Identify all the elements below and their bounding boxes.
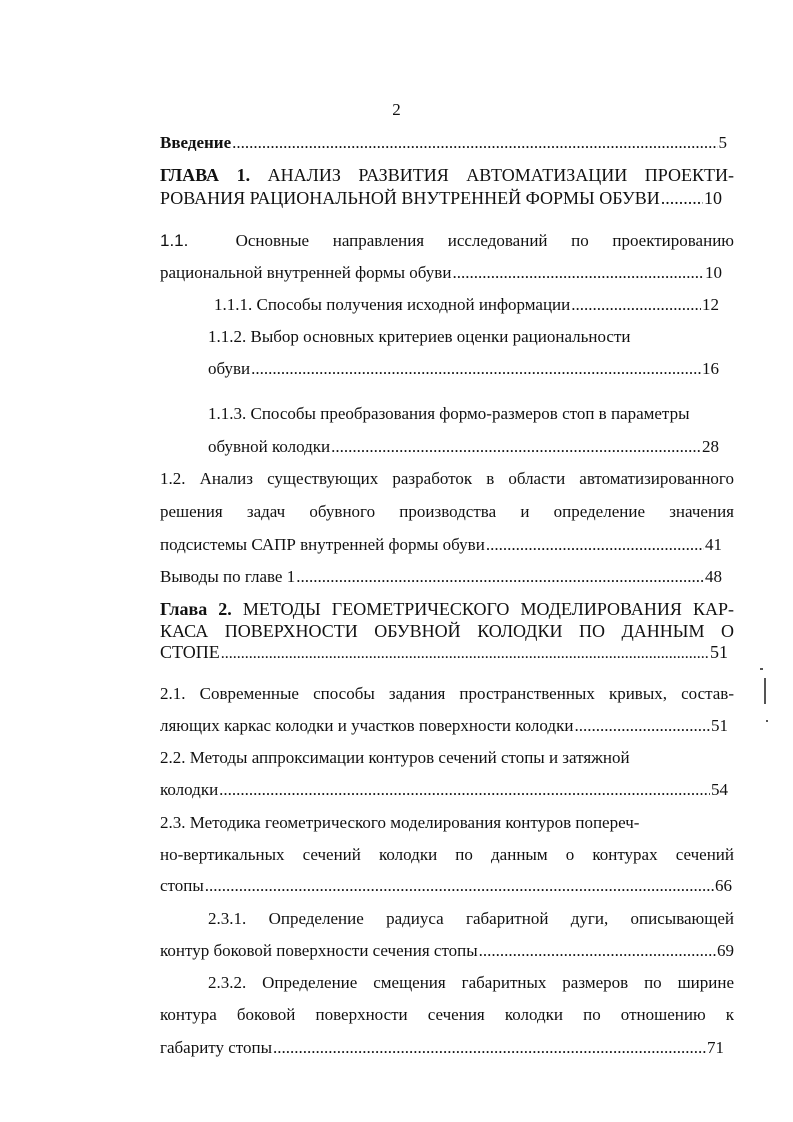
toc-entry-1-1-3-line1: 1.1.3. Способы преобразования формо-размеров стоп в параметры xyxy=(208,404,690,423)
toc-page-number: 71 xyxy=(707,1038,724,1057)
toc-entry-2-1-line1: 2.1. Современные способы задания пространственных кривых, состав- xyxy=(160,684,734,703)
toc-page-number: 5 xyxy=(718,133,727,152)
toc-entry-1-1-2-line1: 1.1.2. Выбор основных критериев оценки рациональности xyxy=(208,327,631,346)
toc-entry-2-3-line1: 2.3. Методика геометрического моделирования контуров попереч- xyxy=(160,813,640,832)
chapter-title-part: МЕТОДЫ ГЕОМЕТРИЧЕСКОГО МОДЕЛИРОВАНИЯ КАР- xyxy=(242,599,735,619)
chapter-1-heading-line1 xyxy=(160,165,734,185)
toc-entry-2-3-2-line2: контура боковой поверхности сечения колодки по отношению к xyxy=(160,1005,734,1024)
leader-dots xyxy=(331,437,701,457)
chapter-prefix: ГЛАВА 1. xyxy=(160,165,251,185)
page-number: 2 xyxy=(392,100,401,119)
toc-entry-1-1-line2 xyxy=(160,263,722,283)
chapter-title-part: АНАЛИЗ РАЗВИТИЯ АВТОМАТИЗАЦИИ ПРОЕКТИ- xyxy=(267,165,734,185)
leader-dots xyxy=(661,188,703,208)
toc-page-number: 54 xyxy=(711,780,728,799)
section-title: ляющих каркас колодки и участков поверхности колодки xyxy=(160,716,574,735)
leader-dots xyxy=(251,359,701,379)
leader-dots xyxy=(273,1038,706,1058)
section-title: подсистемы САПР внутренней формы обуви xyxy=(160,535,485,554)
chapter-title-part: РОВАНИЯ РАЦИОНАЛЬНОЙ ВНУТРЕННЕЙ ФОРМЫ ОБУВИ xyxy=(160,188,660,208)
section-title: контур боковой поверхности сечения стопы xyxy=(160,941,478,960)
toc-entry-label: Введение xyxy=(160,133,232,152)
chapter-title-part: СТОПЕ xyxy=(160,642,220,662)
toc-entry-2-3-1-line2 xyxy=(160,941,734,961)
toc-entry-intro xyxy=(160,133,727,153)
leader-dots xyxy=(486,535,704,555)
section-number: 1.1. xyxy=(160,231,189,250)
toc-entry-2-3-line3 xyxy=(160,876,732,896)
toc-entry-1-2-line1: 1.2. Анализ существующих разработок в области автоматизированного xyxy=(160,469,734,488)
leader-dots xyxy=(479,941,716,961)
toc-entry-2-2-line1: 2.2. Методы аппроксимации контуров сечений стопы и затяжной xyxy=(160,748,630,767)
leader-dots xyxy=(296,567,704,587)
toc-entry-1-1-3-line2 xyxy=(208,437,719,457)
leader-dots xyxy=(452,263,704,283)
chapter-2-heading-line3 xyxy=(160,642,728,664)
toc-entry-2-3-2-line3 xyxy=(160,1038,724,1058)
scan-mark xyxy=(766,720,768,722)
toc-entry-2-1-line2 xyxy=(160,716,728,736)
toc-entry-1-1-2-line2 xyxy=(208,359,719,379)
section-title: обуви xyxy=(208,359,251,378)
leader-dots xyxy=(571,295,701,315)
toc-entry-2-3-2-line1: 2.3.2. Определение смещения габаритных размеров по ширине xyxy=(208,973,734,992)
scan-mark xyxy=(760,668,763,670)
chapter-prefix: Глава 2. xyxy=(160,599,232,619)
toc-entry-2-3-line2: но-вертикальных сечений колодки по данным о контурах сечений xyxy=(160,845,734,864)
leader-dots xyxy=(205,876,714,896)
toc-page-number: 12 xyxy=(702,295,719,314)
toc-page-number: 41 xyxy=(705,535,722,554)
toc-page-number: 10 xyxy=(705,263,722,282)
toc-page-number: 16 xyxy=(702,359,719,378)
toc-page-number: 28 xyxy=(702,437,719,456)
leader-dots xyxy=(574,716,710,736)
toc-entry-1-2-line2: решения задач обувного производства и определение значения xyxy=(160,502,734,521)
leader-dots xyxy=(219,780,710,800)
toc-entry-1-2-line3 xyxy=(160,535,722,555)
section-title: Основные направления исследований по проектированию xyxy=(235,231,734,250)
toc-page-number: 10 xyxy=(704,188,722,208)
toc-entry-conclusions-1 xyxy=(160,567,722,587)
chapter-1-heading-line2 xyxy=(160,188,722,208)
chapter-2-heading-line2: КАСА ПОВЕРХНОСТИ ОБУВНОЙ КОЛОДКИ ПО ДАННЫМ О xyxy=(160,621,734,641)
toc-entry-2-2-line2 xyxy=(160,780,728,800)
toc-entry-1-1-line1 xyxy=(160,231,734,251)
section-title: стопы xyxy=(160,876,204,895)
section-title: колодки xyxy=(160,780,219,799)
leader-dots xyxy=(221,644,709,664)
section-title: Выводы по главе 1 xyxy=(160,567,296,586)
toc-entry-1-1-1 xyxy=(214,295,719,315)
toc-page-number: 51 xyxy=(711,716,728,735)
leader-dots xyxy=(232,133,717,153)
toc-page-number: 69 xyxy=(717,941,734,960)
section-title: габариту стопы xyxy=(160,1038,273,1057)
scan-mark xyxy=(764,678,766,704)
section-title: обувной колодки xyxy=(208,437,331,456)
toc-page-number: 51 xyxy=(710,642,728,662)
toc-page-number: 48 xyxy=(705,567,722,586)
section-title: 1.1.1. Способы получения исходной информации xyxy=(214,295,571,314)
chapter-2-heading-line1 xyxy=(160,599,734,619)
toc-page-number: 66 xyxy=(715,876,732,895)
section-title: рациональной внутренней формы обуви xyxy=(160,263,452,282)
toc-entry-2-3-1-line1: 2.3.1. Определение радиуса габаритной дуги, описывающей xyxy=(208,909,734,928)
